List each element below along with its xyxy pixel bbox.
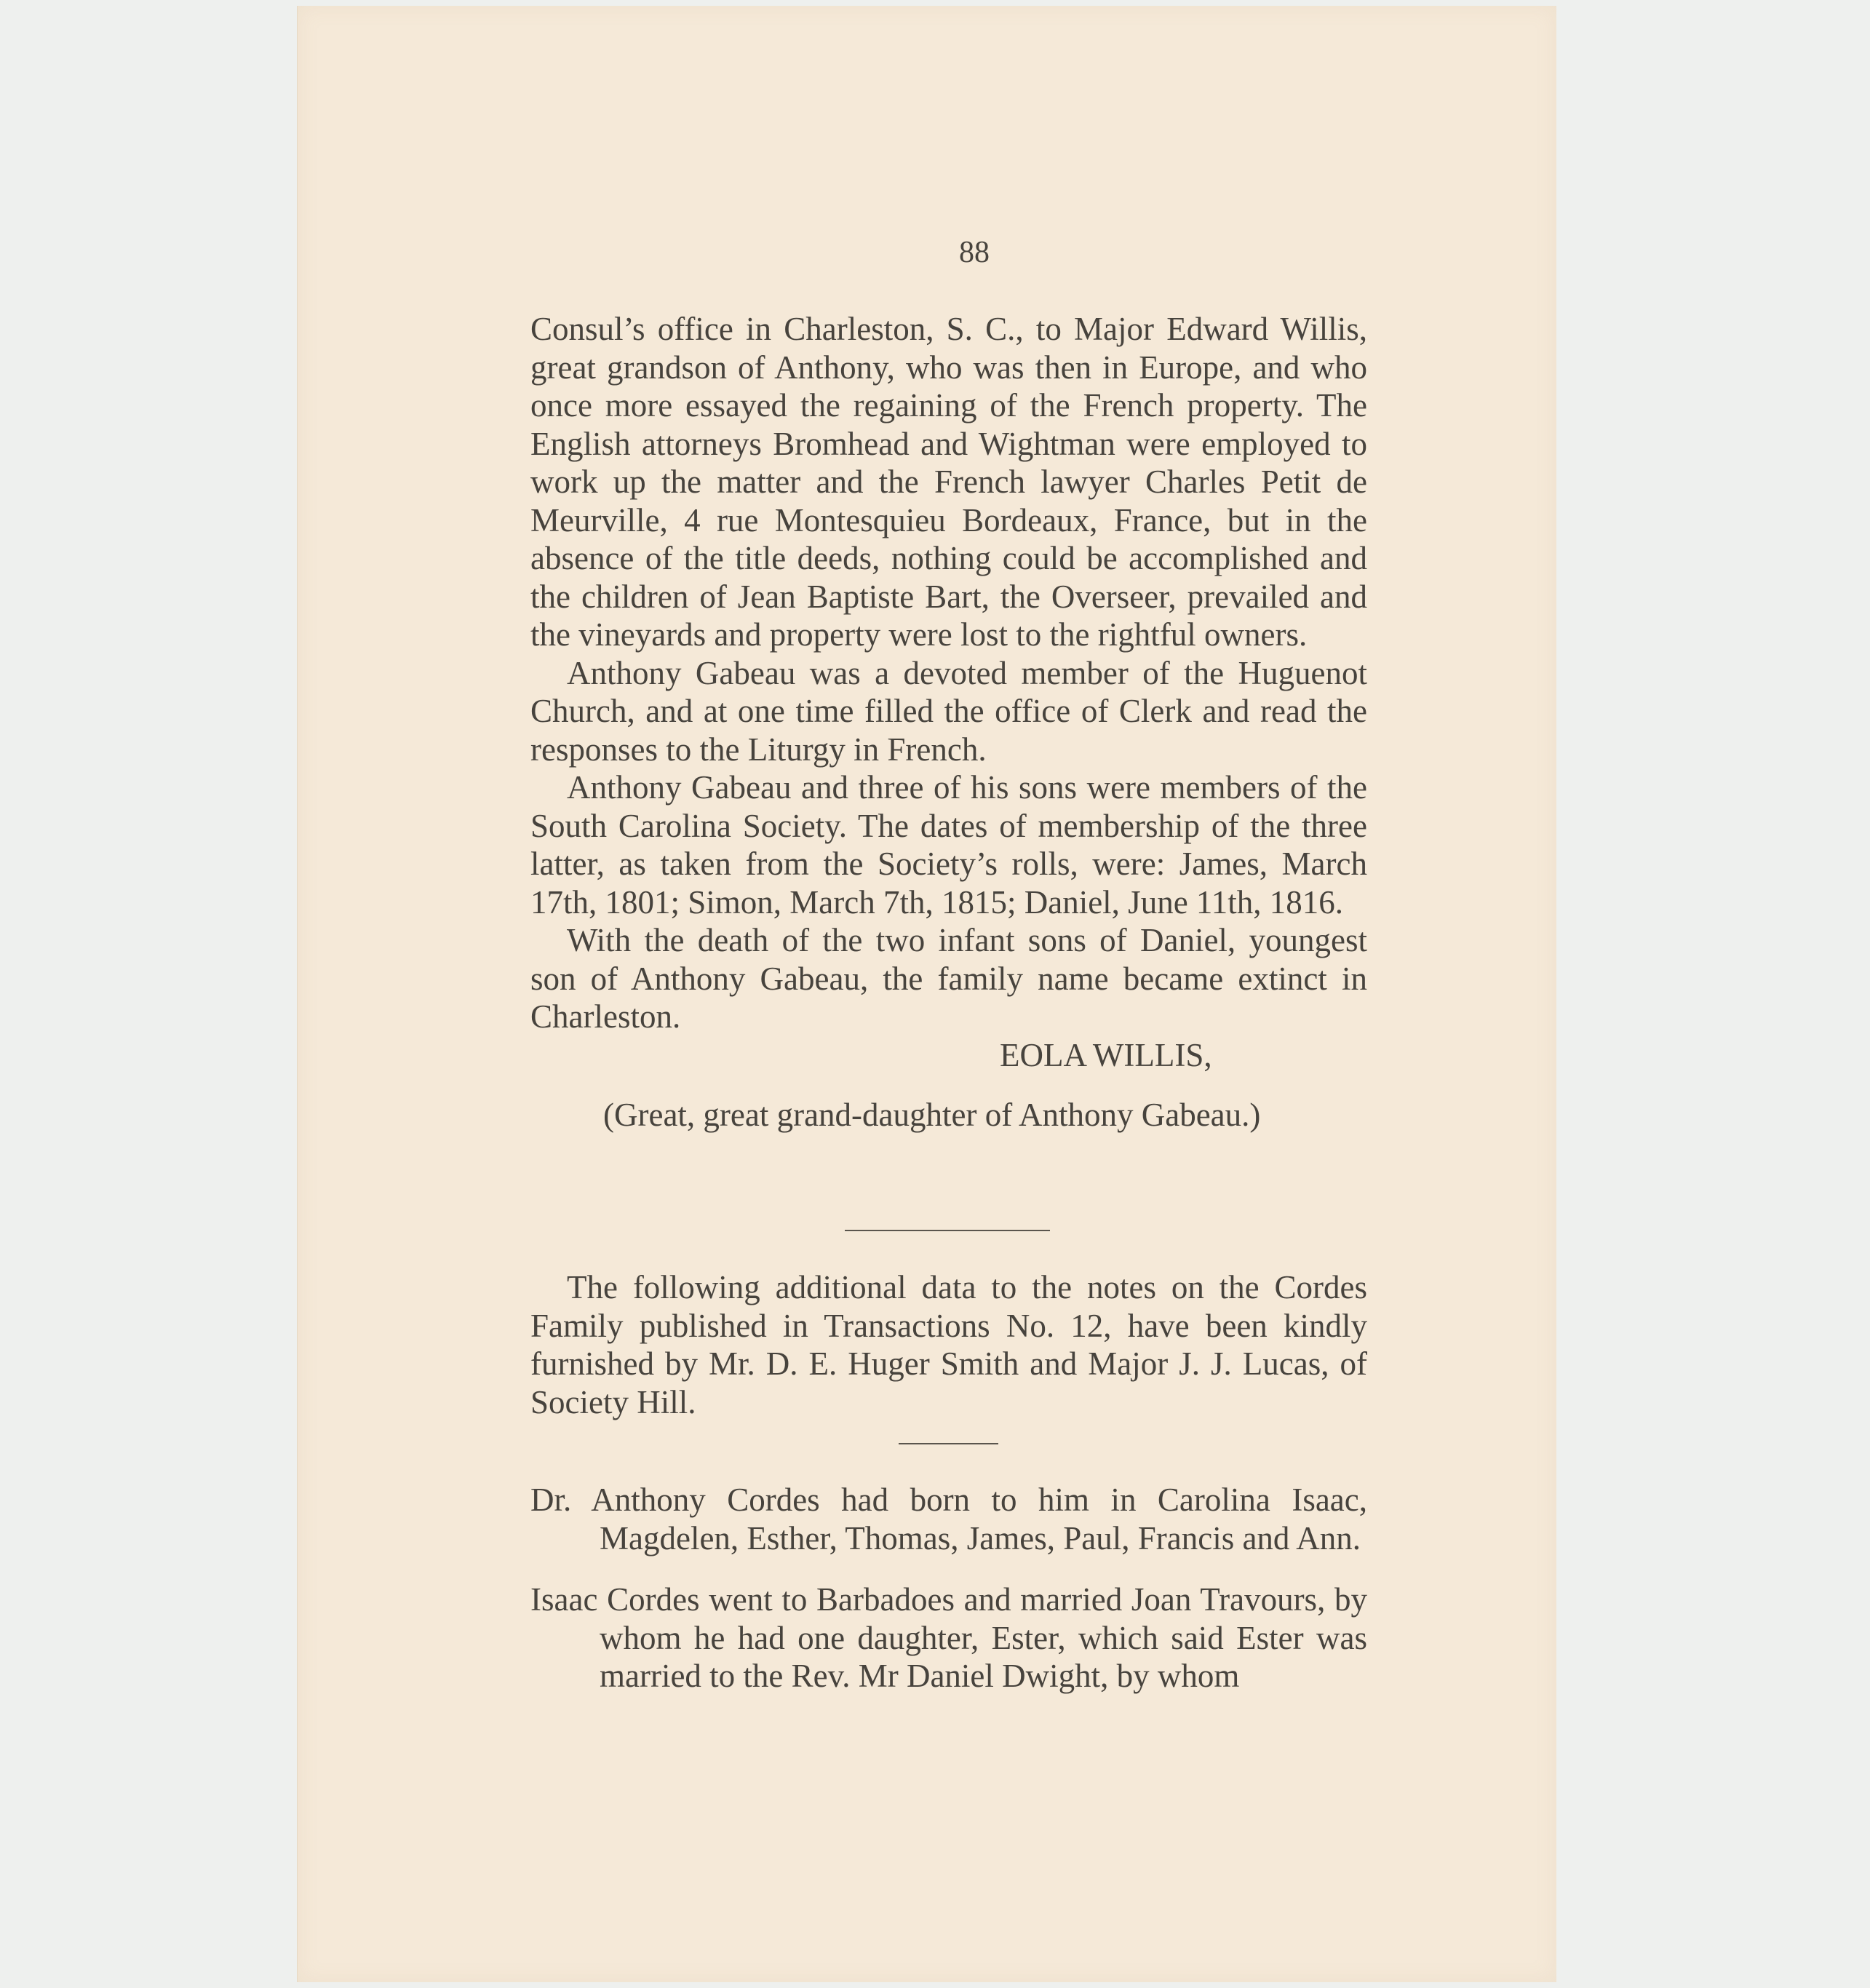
signature-description: (Great, great grand-daughter of Anthony Gabeau.) [603,1097,1261,1133]
entry-isaac-cordes: Isaac Cordes went to Barbadoes and married Joan Travours, by whom he had one daughter, Ester, which said Ester was married to the Rev. Mr Daniel Dwight, by whom [530,1581,1367,1694]
short-divider [899,1443,998,1444]
paragraph-consul: Consul’s office in Charleston, S. C., to Major Edward Willis, great grandson of Anthony, who was then in Europe, and who once more essayed the regaining of the French property. The English attorneys Bromhead and Wightman were employed to work up the matter and the French lawyer Charles Petit de Meurville, 4 rue Montesquieu Bordeaux, France, but in the absence of the title deeds, nothing could be accomplished and the children of Jean Baptiste Bart, the Overseer, prevailed and the vineyards and property were lost to the rightful owners. [530,311,1367,653]
book-page [297,6,1556,1982]
entry-anthony-cordes: Dr. Anthony Cordes had born to him in Carolina Isaac, Magdelen, Esther, Thomas, James, Paul, Francis and Ann. [530,1482,1367,1556]
section-divider [845,1230,1050,1231]
paragraph-huguenot: Anthony Gabeau was a devoted member of the Huguenot Church, and at one time filled the office of Clerk and read the responses to the Liturgy in French. [530,654,1367,768]
signature-name: EOLA WILLIS, [1000,1036,1212,1073]
gabeau-section [530,310,1367,1134]
page-number: 88 [959,236,990,269]
cordes-entries [530,1481,1367,1695]
paragraph-society: Anthony Gabeau and three of his sons were members of the South Carolina Society. The dates of membership of the three latter, as taken from the Society’s rolls, were: James, March 17th, 1801; Simon, March 7th, 1815; Daniel, June 11th, 1816. [530,769,1367,921]
paragraph-cordes-intro: The following additional data to the notes on the Cordes Family published in Transactions No. 12, have been kindly furnished by Mr. D. E. Huger Smith and Major J. J. Lucas, of Society Hill. [530,1269,1367,1420]
paragraph-extinct: With the death of the two infant sons of Daniel, youngest son of Anthony Gabeau, the family name became extinct in Charleston. [530,922,1367,1035]
cordes-intro-section [530,1268,1367,1421]
